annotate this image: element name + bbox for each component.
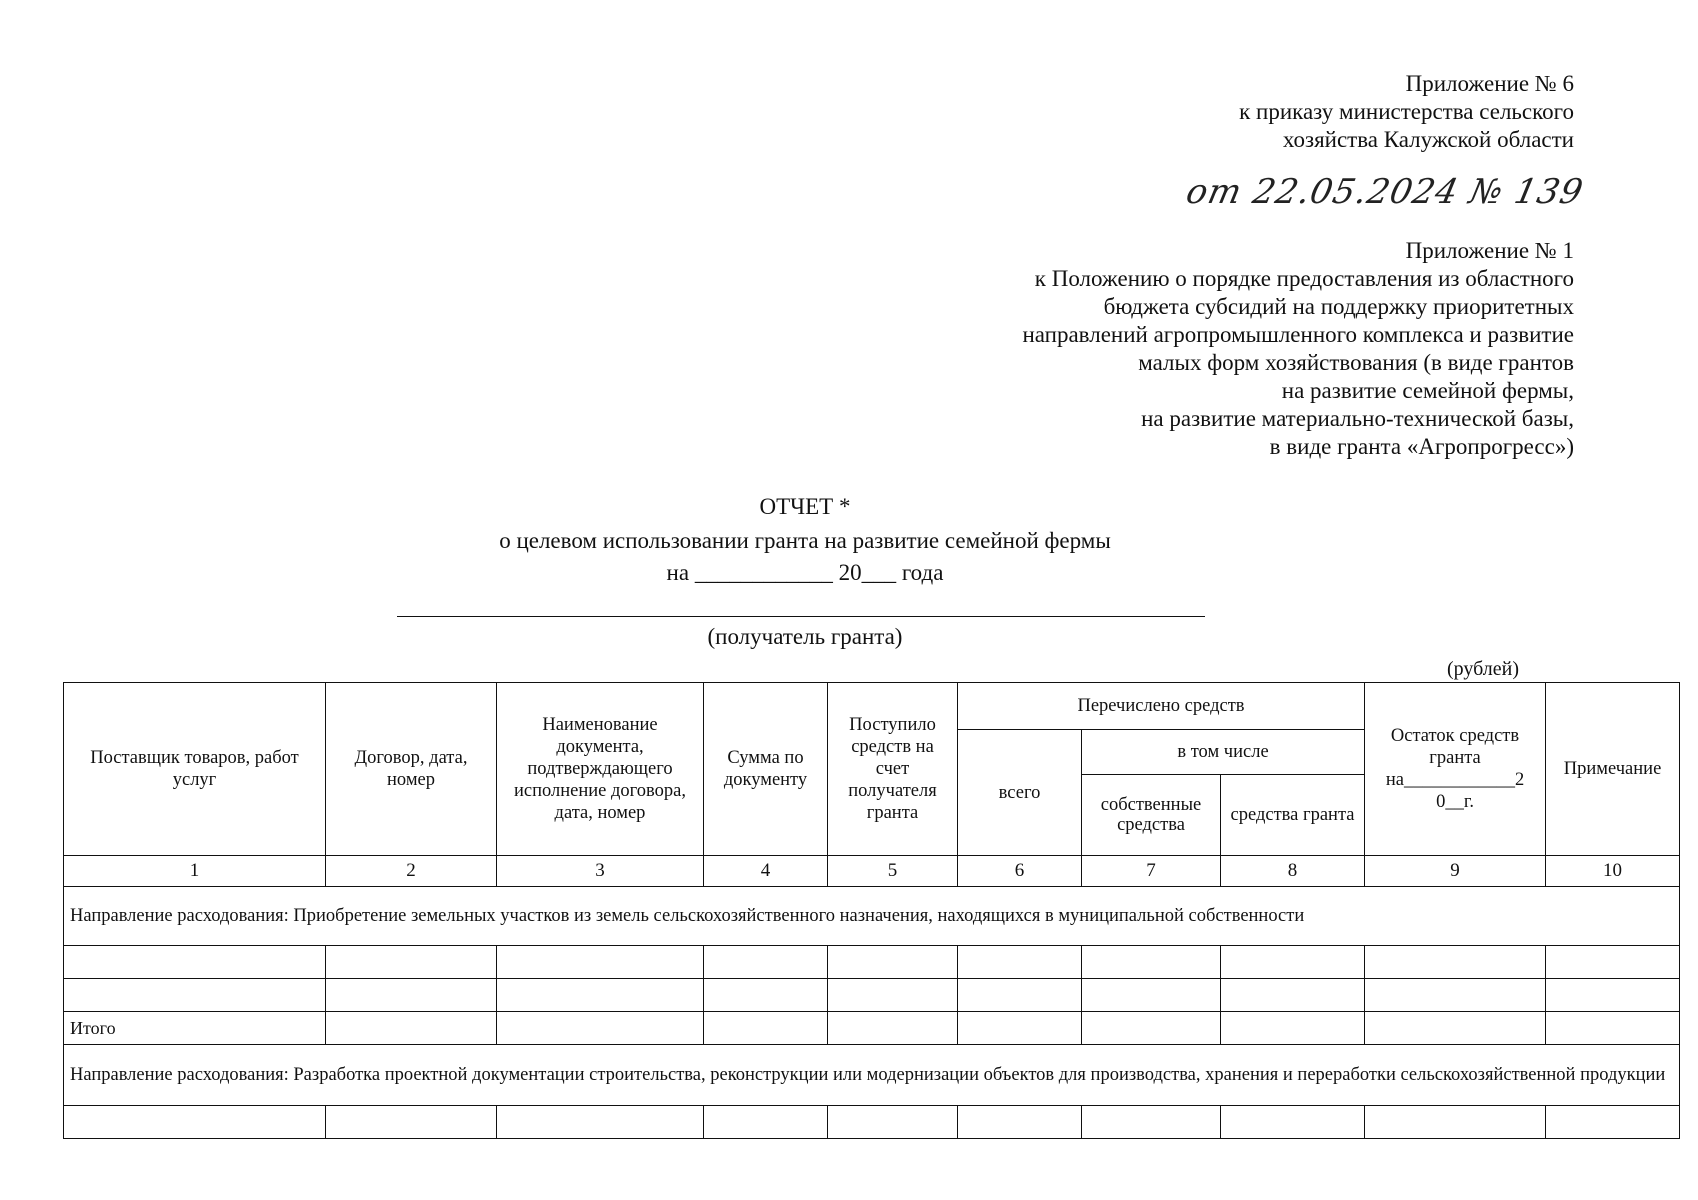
table-cell [1082,946,1221,979]
annex6-header [1239,70,1574,154]
handwritten-order-date: от 22.05.2024 № 139 [1182,172,1588,212]
header-including: в том числе [1082,730,1365,775]
column-number: 1 [64,856,326,887]
table-cell [828,946,958,979]
column-number: 5 [828,856,958,887]
table-cell [1546,946,1680,979]
table-cell [1221,1106,1365,1139]
table-cell [828,979,958,1012]
header-received: Поступило средств на счет получателя гранта [828,683,958,856]
column-number-row [64,856,1680,887]
table-cell [497,979,704,1012]
column-number: 7 [1082,856,1221,887]
table-cell [1365,1012,1546,1045]
column-number: 6 [958,856,1082,887]
total-row [64,1012,1680,1045]
header-amount: Сумма по документу [704,683,828,856]
column-number: 4 [704,856,828,887]
recipient-caption: (получатель гранта) [707,624,903,649]
annex6-line2: к приказу министерства сельского [1239,99,1574,124]
direction-row [64,1045,1680,1106]
table-cell [1365,946,1546,979]
annex1-line6: на развитие семейной фермы, [1281,378,1574,403]
table-cell [497,1106,704,1139]
direction-project-documentation: Направление расходования: Разработка проектной документации строительства, реконструкции или модернизации объектов для производства, хранения и переработки сельскохозяйственной продукции [64,1045,1680,1106]
annex1-line2: к Положению о порядке предоставления из областного [1034,266,1574,291]
column-number: 8 [1221,856,1365,887]
table-row [64,946,1680,979]
table-cell [958,946,1082,979]
annex1-line1: Приложение № 1 [1405,238,1574,263]
annex6-line3: хозяйства Калужской области [1282,127,1574,152]
table-cell [497,946,704,979]
header-contract: Договор, дата, номер [326,683,497,856]
annex6-line1: Приложение № 6 [1405,71,1574,96]
table-cell [1546,1012,1680,1045]
table-cell [326,1012,497,1045]
table-cell [1221,1012,1365,1045]
recipient-underline [397,616,1205,617]
table-cell [828,1106,958,1139]
header-supplier: Поставщик товаров, работ услуг [64,683,326,856]
header-total: всего [958,730,1082,856]
header-own-funds: собственные средства [1082,775,1221,856]
total-label: Итого [64,1012,326,1045]
header-grant-funds: средства гранта [1221,775,1365,856]
table-cell [958,1012,1082,1045]
direction-land-purchase: Направление расходования: Приобретение земельных участков из земель сельскохозяйственного назначения, находящихся в муниципальной собственности [64,887,1680,946]
table-cell [1221,979,1365,1012]
column-number: 3 [497,856,704,887]
report-table [63,682,1680,1139]
report-date-line: на ____________ 20___ года [666,560,944,585]
table-cell [1365,1106,1546,1139]
annex1-line7: на развитие материально-технической базы, [1141,406,1574,431]
table-cell [958,1106,1082,1139]
report-heading: ОТЧЕТ * [759,494,851,519]
annex1-line3: бюджета субсидий на поддержку приоритетных [1103,294,1574,319]
header-row-1 [64,683,1680,730]
table-row [64,979,1680,1012]
annex1-header [1022,237,1574,461]
table-cell [497,1012,704,1045]
table-cell [828,1012,958,1045]
table-cell [704,946,828,979]
table-cell [326,946,497,979]
table-row [64,1106,1680,1139]
table-cell [1082,1012,1221,1045]
table-cell [704,1012,828,1045]
annex1-line8: в виде гранта «Агропрогресс») [1269,434,1574,459]
column-number: 10 [1546,856,1680,887]
column-number: 2 [326,856,497,887]
units-label: (рублей) [1447,658,1520,680]
column-number: 9 [1365,856,1546,887]
table-cell [704,1106,828,1139]
table-cell [1546,1106,1680,1139]
table-cell [1365,979,1546,1012]
report-subtitle: о целевом использовании гранта на развитие семейной фермы [499,528,1111,553]
table-cell [1221,946,1365,979]
table-cell [704,979,828,1012]
header-transferred: Перечислено средств [958,683,1365,730]
table-cell [1082,979,1221,1012]
table-cell [64,946,326,979]
annex1-line5: малых форм хозяйствования (в виде грантов [1138,350,1574,375]
header-note: Примечание [1546,683,1680,856]
direction-row [64,887,1680,946]
header-document: Наименование документа, подтверждающего исполнение договора, дата, номер [497,683,704,856]
table-cell [326,1106,497,1139]
annex1-line4: направлений агропромышленного комплекса и развитие [1022,322,1574,347]
table-cell [958,979,1082,1012]
table-cell [64,1106,326,1139]
table-cell [64,979,326,1012]
header-balance: Остаток средств гранта на____________2 0__г. [1365,683,1546,856]
table-cell [1082,1106,1221,1139]
table-cell [1546,979,1680,1012]
table-cell [326,979,497,1012]
